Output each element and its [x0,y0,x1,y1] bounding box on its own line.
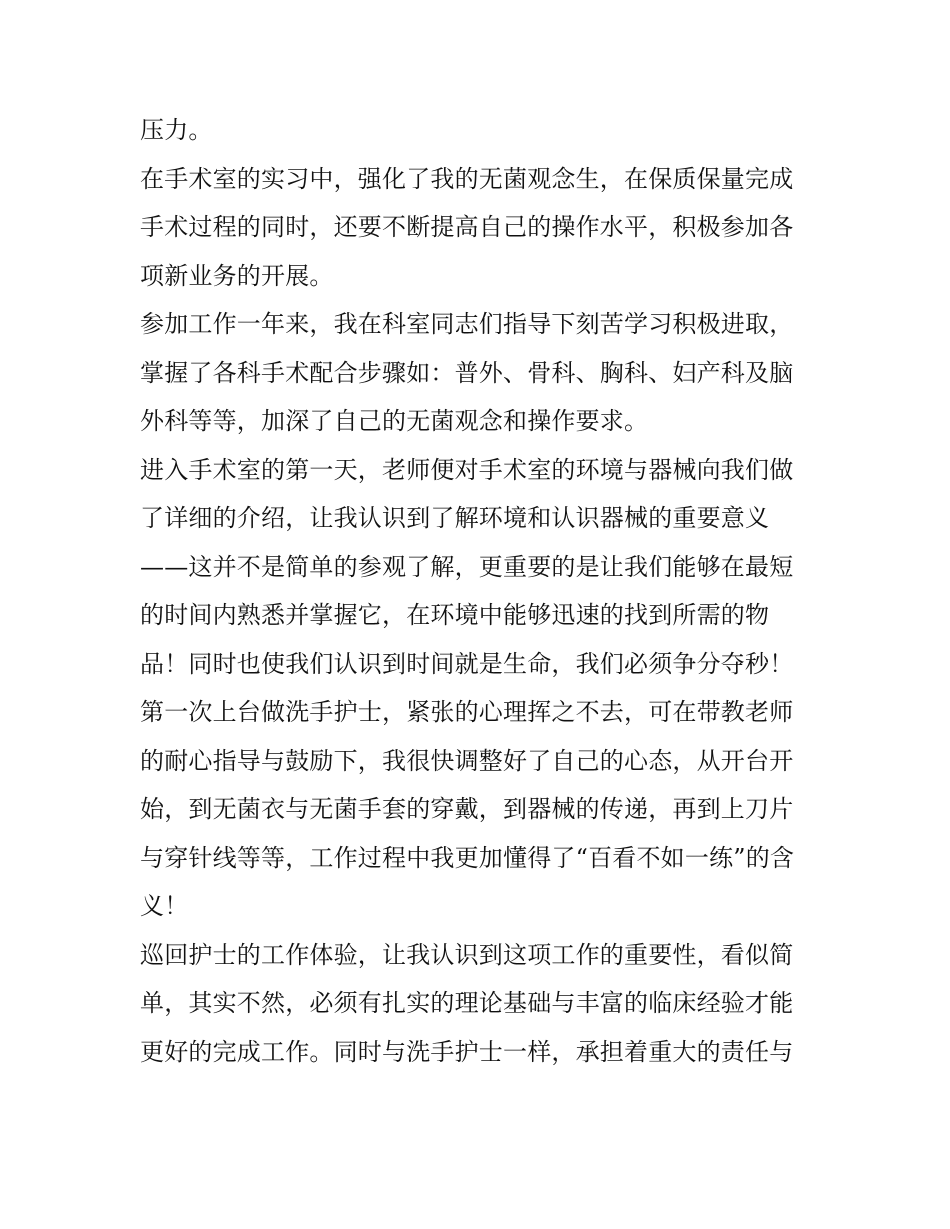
text-line: 义！ [140,892,189,920]
text-line: 品！同时也使我们认识到时间就是生命，我们必须争分夺秒！ [140,649,794,678]
text-line: 了详细的介绍，让我认识到了解环境和认识器械的重要意义 [140,504,770,532]
text-line: 项新业务的开展。 [140,261,334,290]
text-line: 外科等等，加深了自己的无菌观念和操作要求。 [140,407,649,435]
text-line: 参加工作一年来，我在科室同志们指导下刻苦学习积极进取， [140,310,794,338]
text-line: 进入手术室的第一天，老师便对手术室的环境与器械向我们做 [140,455,794,484]
text-line: 手术过程的同时，还要不断提高自己的操作水平，积极参加各 [140,213,794,241]
text-line: 始，到无菌衣与无菌手套的穿戴，到器械的传递，再到上刀片 [140,795,794,823]
text-line: 第一次上台做洗手护士，紧张的心理挥之不去，可在带教老师 [140,698,794,726]
text-line: 在手术室的实习中，强化了我的无菌观念生，在保质保量完成 [140,164,794,193]
text-line: 巡回护士的工作体验，让我认识到这项工作的重要性，看似简 [140,940,794,969]
text-line: 压力。 [140,116,213,144]
text-line: ——这并不是简单的参观了解，更重要的是让我们能够在最短 [140,552,794,581]
text-line: 单，其实不然，必须有扎实的理论基础与丰富的临床经验才能 [140,989,794,1017]
text-line: 与穿针线等等，工作过程中我更加懂得了“百看不如一练”的含 [140,843,795,872]
text-line: 更好的完成工作。同时与洗手护士一样，承担着重大的责任与 [140,1037,794,1066]
text-line: 掌握了各科手术配合步骤如：普外、骨科、胸科、妇产科及脑 [140,358,794,387]
text-line: 的耐心指导与鼓励下，我很快调整好了自己的心态，从开台开 [140,746,794,775]
document-body [140,106,820,1076]
text-line: 的时间内熟悉并掌握它，在环境中能够迅速的找到所需的物 [140,601,770,629]
